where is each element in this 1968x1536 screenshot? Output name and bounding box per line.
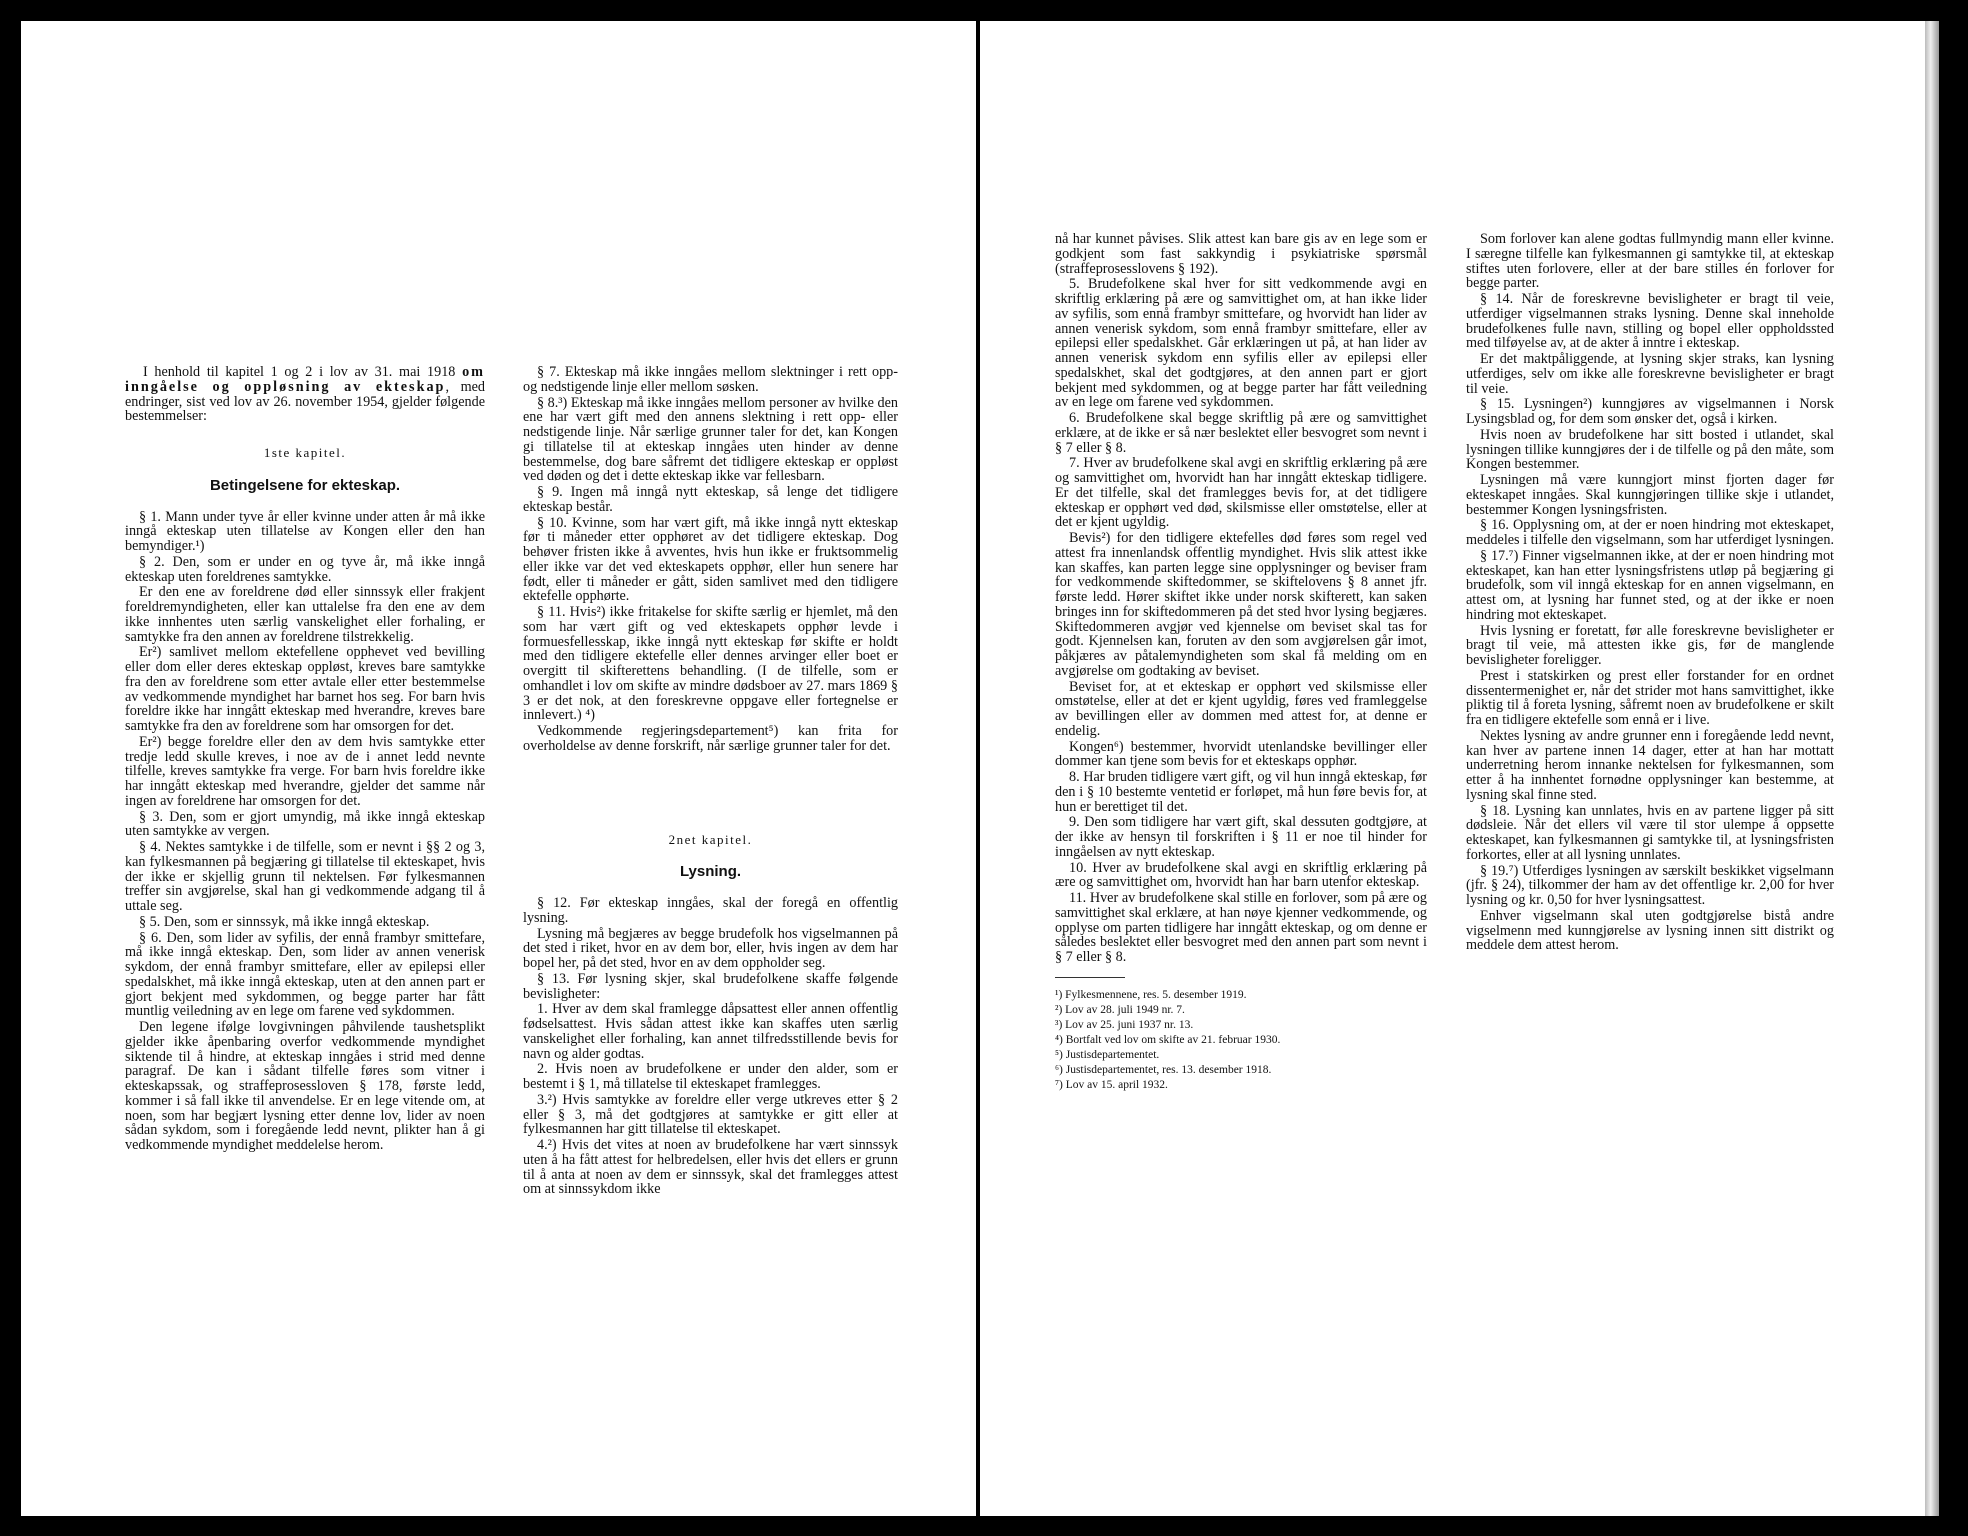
- intro-paragraph: [125, 365, 485, 424]
- paragraph: 3.²) Hvis samtykke av foreldre eller verge utkreves etter § 2 eller § 3, må det godtgjøres at samtykke er gitt eller at fylkesmannen har gitt tillatelse til ekteskapet.: [523, 1091, 898, 1138]
- column-4: [1466, 232, 1834, 954]
- footnote: ⁷) Lov av 15. april 1932.: [1055, 1078, 1168, 1091]
- paragraph: § 1. Mann under tyve år eller kvinne under atten år må ikke inngå ekteskap uten tillatelse av Kongen eller den han bemyndiger.¹): [125, 508, 485, 554]
- column-3: [1055, 232, 1427, 1093]
- page-edge: [1925, 21, 1939, 1516]
- paragraph: § 12. Før ekteskap inngåes, skal der foregå en offentlig lysning.: [523, 895, 898, 926]
- paragraph: 2. Hvis noen av brudefolkene er under den alder, som er bestemt i § 1, må tillatelse til ekteskapet framlegges.: [523, 1061, 898, 1092]
- paragraph: § 13. Før lysning skjer, skal brudefolkene skaffe følgende bevisligheter:: [523, 970, 898, 1002]
- paragraph: 11. Hver av brudefolkene skal stille en forlover, som på ære og samvittighet skal erklære, at han nøye kjenner vedkommende, og opplyse om parten tidligere har inngått ekteskap, og om denne er således beslektet eller besvogret med den annen part som nevnt i § 7 eller § 8.: [1055, 890, 1427, 965]
- paragraph: § 8.³) Ekteskap må ikke inngåes mellom personer av hvilke den ene har vært gift med den annens slektning i rett opp- eller nedstigende linje. Når særlige grunner taler for det, kan Kongen gi tillatelse til at ekteskap inngåes uten hinder av denne bestemmelse, dog bare såfremt det tidligere ekteskap er oppløst ved døden og det i dette ekteskap ikke var fellesbarn.: [523, 394, 898, 485]
- paragraph: Er den ene av foreldrene død eller sinnssyk eller frakjent foreldremyndigheten, eller kan uttalelse fra den ene av dem ikke innhentes uten særlig vanskelighet eller forhaling, er samtykke fra den annen av foreldrene tilstrekkelig.: [125, 584, 485, 645]
- paragraph: § 17.⁷) Finner vigselmannen ikke, at der er noen hindring mot ekteskapet, kan han etter lysningsfristens utløp på begjæring gi brudefolk, som vil inngå ekteskap for en annen vigselmann, en attest om, at lysning har funnet sted, og at der ikke er noen hindring mot ekteskapet.: [1466, 547, 1834, 623]
- section-title: Lysning.: [679, 863, 742, 881]
- paragraph: 10. Hver av brudefolkene skal avgi en skriftlig erklæring på ære og samvittighet om, hvorvidt han har barn utenfor ekteskap.: [1055, 859, 1427, 891]
- paragraph: 8. Har bruden tidligere vært gift, og vil hun inngå ekteskap, før den i § 10 bestemte ventetid er forløpet, må hun føre bevis for, at hun er berettiget til det.: [1055, 769, 1427, 815]
- column-2: [523, 365, 898, 1198]
- paragraph: § 16. Opplysning om, at der er noen hindring mot ekteskapet, meddeles i tilfelle den vigselmann, som har utferdiget lysningen.: [1466, 517, 1834, 548]
- paragraph: Lysningen må være kunngjort minst fjorten dager før ekteskapet inngåes. Skal kunngjøringen tillike skje i utlandet, bestemmer Kongen lysningsfristen.: [1466, 472, 1834, 518]
- chapter-heading: 1ste kapitel.: [263, 445, 347, 460]
- paragraph: Er²) samlivet mellom ektefellene opphevet ved bevilling eller dom eller deres ekteskap oppløst, kreves bare samtykke fra den av foreldrene som etter avtale eller etter bestemmelse av vedkommende myndighet har barnet hos seg. For barn hvis foreldre ikke har inngått ekteskap med hverandre, kreves bare samtykke fra den av foreldrene som har omsorgen for det.: [125, 644, 485, 734]
- paragraph: Nektes lysning av andre grunner enn i foregående ledd nevnt, kan hver av partene innen 14 dager, etter at han har mottatt underretning herom innanke nektelsen for fylkesmannen, som etter å ha innhentet fornødne opplysninger kan bestemme, at lysning skal finne sted.: [1466, 727, 1834, 803]
- paragraph: Enhver vigselmann skal uten godtgjørelse bistå andre vigselmenn med kunngjørelse av lysning innen sitt distrikt og meddele dem attest herom.: [1466, 907, 1834, 954]
- paragraph: § 15. Lysningen²) kunngjøres av vigselmannen i Norsk Lysingsblad og, for dem som ønsker det, også i kirken.: [1466, 396, 1834, 427]
- paragraph: Er²) begge foreldre eller den av dem hvis samtykke etter tredje ledd skulle kreves, i noe av de i annet ledd nevnte tilfelle, kreves samtykke fra verge. For barn hvis foreldre ikke har inngått ekteskap med hverandre, gjelder det samme når ingen av foreldrene har omsorgen for det.: [125, 733, 485, 809]
- paragraph: Er det maktpåliggende, at lysning skjer straks, kan lysning utferdiges, selv om ikke alle foreskrevne bevisligheter er bragt til veie.: [1466, 351, 1834, 397]
- footnote: ⁶) Justisdepartementet, res. 13. desember 1918.: [1055, 1063, 1272, 1076]
- paragraph: Kongen⁶) bestemmer, hvorvidt utenlandske bevillinger eller dommer kan tjene som bevis for et ekteskaps opphør.: [1055, 738, 1427, 770]
- chapter-heading: 2net kapitel.: [668, 831, 753, 847]
- footnote: ¹) Fylkesmennene, res. 5. desember 1919.: [1055, 988, 1247, 1001]
- footnote: ⁴) Bortfalt ved lov om skifte av 21. februar 1930.: [1055, 1033, 1281, 1046]
- paragraph: § 11. Hvis²) ikke fritakelse for skifte særlig er hjemlet, må den som har vært gift og ved ekteskapets opphør levde i formuesfellesskap, ikke inngå nytt ekteskap før skifte er holdt med den tidligere ektefelle eller dennes arvinger eller boet er overgitt til skifterettens behandling. (I de tilfelle, som er omhandlet i lov om skifte av mindre dødsboer av 27. mars 1869 § 3 er det nok, at den foreskrevne oppgave eller fortegnelse er innlevert.) ⁴): [523, 604, 898, 724]
- paragraph: Prest i statskirken og prest eller forstander for en ordnet dissentermenighet er, når det strider mot hans samvittighet, ikke pliktig til å foreta lysning, såfremt noen av brudefolkene er skilt fra en tidligere ektefelle som ennå er i live.: [1466, 667, 1834, 728]
- paragraph: § 14. Når de foreskrevne bevisligheter er bragt til veie, utferdiger vigselmannen straks lysning. Denne skal inneholde brudefolkenes fulle navn, stilling og bopel eller oppholdssted med tilføyelse av, at de akter å inntre i ekteskap.: [1466, 291, 1834, 352]
- paragraph: § 5. Den, som er sinnssyk, må ikke inngå ekteskap.: [139, 913, 430, 930]
- paragraph: § 10. Kvinne, som har vært gift, må ikke inngå nytt ekteskap før ti måneder etter opphøret av det tidligere ekteskap. Dog behøver fristen ikke å avventes, hvis hun ikke er fruktsommelig eller ikke var det ved ekteskapets opphør, eller hun senere har født, eller ti måneder er gått, siden samlivet med den tidligere ektefelle opphørte.: [523, 514, 898, 605]
- paragraph: 6. Brudefolkene skal begge skriftlig på ære og samvittighet erklære, at de ikke er så nær beslektet eller besvogret som nevnt i § 7 eller § 8.: [1055, 410, 1427, 456]
- paragraph: Den legene ifølge lovgivningen påhvilende taushetsplikt gjelder ikke åpenbaring overfor vedkommende myndighet siktende til å hindre, at ekteskap inngåes i strid med denne paragraf. De kan i sådant tilfelle føres som vitner i ekteskapssak, og straffeprosessloven § 178, første ledd, kommer i så fall ikke til anvendelse. Er en lege vitende om, at noen, som har begjært lysning etter denne lov, lider av noen sådan sykdom, som i foregående ledd nevnt, plikter han å gi vedkommende myndighet meddelelse herom.: [125, 1019, 485, 1153]
- section-title: Betingelsene for ekteskap.: [209, 476, 401, 494]
- paragraph: nå har kunnet påvises. Slik attest kan bare gis av en lege som er godkjent som fast sakkyndig i psykiatriske spørsmål (straffeprosesslovens § 192).: [1055, 231, 1427, 277]
- footnote: ⁵) Justisdepartementet.: [1055, 1048, 1160, 1061]
- paragraph: 9. Den som tidligere har vært gift, skal dessuten godtgjøre, at der ikke av hensyn til forskriften i § 11 er noe til hinder for inngåelsen av nytt ekteskap.: [1055, 814, 1427, 860]
- paragraph: § 3. Den, som er gjort umyndig, må ikke inngå ekteskap uten samtykke av vergen.: [125, 808, 485, 840]
- paragraph: 5. Brudefolkene skal hver for sitt vedkommende avgi en skriftlig erklæring på ære og samvittighet om, at han ikke lider av syfilis, som ennå frambyr smittefare, og hvorvidt han lider av annen venerisk sykdom, som ennå frambyr smittefare, eller av epilepsi eller spedalskhet. Går erklæringen ut på, at han lider av annen venerisk sykdom enn syfilis eller av epilepsi eller spedalskhet, skal det godtgjøres, at den annen part er gjort bekjent med sykdommen, og at begge parter har fått veiledning av en lege om farene ved sykdommen.: [1055, 276, 1427, 411]
- paragraph: Beviset for, at et ekteskap er opphørt ved skilsmisse eller omstøtelse, eller at det er kjent ugyldig, føres ved framleggelse av bevillingen eller av dommen med attest for, at denne er endelig.: [1055, 678, 1427, 739]
- footnote: ³) Lov av 25. juni 1937 nr. 13.: [1055, 1018, 1194, 1031]
- paragraph: § 4. Nektes samtykke i de tilfelle, som er nevnt i §§ 2 og 3, kan fylkesmannen på begjæring gi tillatelse til ekteskapet, hvis der ikke er skjellig grunn til nektelsen. Før fylkesmannen treffer sin avgjørelse, skal han gi vedkommende adgang til å uttale seg.: [125, 839, 485, 914]
- paragraph: Hvis lysning er foretatt, før alle foreskrevne bevisligheter er bragt til veie, må attesten ikke gis, før de manglende bevisligheter foreligger.: [1466, 622, 1834, 668]
- paragraph: § 2. Den, som er under en og tyve år, må ikke inngå ekteskap uten foreldrenes samtykke.: [125, 553, 485, 585]
- paragraph: 4.²) Hvis det vites at noen av brudefolkene har vært sinnssyk uten å ha fått attest for helbredelsen, eller hvis det ellers er grunn til å anta at noen av dem er sinnssyk, skal det framlegges attest om at sinnssykdom ikke: [523, 1137, 898, 1198]
- paragraph: Som forlover kan alene godtas fullmyndig mann eller kvinne. I særegne tilfelle kan fylkesmannen gi samtykke til, at ekteskap stiftes uten forlovere, eller at der bare stilles én forlover for begge parter.: [1466, 231, 1834, 292]
- paragraph: § 6. Den, som lider av syfilis, der ennå frambyr smittefare, må ikke inngå ekteskap. Den, som lider av annen venerisk sykdom, der ennå frambyr smittefare, eller av epilepsi eller spedalskhet, må ikke inngå ekteskap, uten at den annen part er gjort bekjent med sykdommen, og begge parter har fått muntlig veiledning av en lege om farene ved sykdommen.: [125, 929, 485, 1020]
- column-1: [125, 365, 485, 1154]
- footnote-rule: [1055, 977, 1125, 978]
- intro-post: , med endringer, sist ved lov av 26. november 1954, gjelder følgende bestemmelser:: [125, 378, 485, 425]
- footnote: ²) Lov av 28. juli 1949 nr. 7.: [1055, 1003, 1185, 1016]
- paragraph: Vedkommende regjeringsdepartement⁵) kan frita for overholdelse av denne forskrift, når særlige grunner taler for det.: [523, 723, 898, 754]
- paragraph: § 19.⁷) Utferdiges lysningen av særskilt beskikket vigselmann (jfr. § 24), tilkommer der ham av det offentlige kr. 2,00 for hver lysning og kr. 0,50 for hver lysningsattest.: [1466, 862, 1834, 908]
- paragraph: § 18. Lysning kan unnlates, hvis en av partene ligger på sitt dødsleie. Når det ellers vil være til stor ulempe å oppsette ekteskapet, kan fylkesmannen gi samtykke til, at lysningsfristen forkortes, eller at all lysning unnlates.: [1466, 802, 1834, 863]
- paragraph: Hvis noen av brudefolkene har sitt bosted i utlandet, skal lysningen tillike kunngjøres der i de tilfelle og på den måte, som Kongen bestemmer.: [1466, 426, 1834, 473]
- footnotes: [1055, 988, 1427, 1093]
- chapter-gap: [523, 755, 898, 811]
- paragraph: § 7. Ekteskap må ikke inngåes mellom slektninger i rett opp- og nedstigende linje eller mellom søsken.: [523, 364, 898, 395]
- paragraph: Bevis²) for den tidligere ektefelles død føres som regel ved attest fra innenlandsk offentlig myndighet. Hvis slik attest ikke kan skaffes, kan parten legge sine opplysninger og beviser fram for vedkommende skiftedommer, se skiftelovens § 8 annet jfr. første ledd. Hører skiftet ikke under norsk skifterett, kan saken bringes inn for skiftedommeren på det sted hvor lysing begjæres. Skiftedommeren avgjør ved kjennelse om beviset skal tas for godt. Kjennelsen kan, foruten av den som avgjørelsen går imot, påkjæres av påtalemyndigheten som skal få melding om en avgjørelse om godtaking av beviset.: [1055, 530, 1427, 679]
- paragraph: Lysning må begjæres av begge brudefolk hos vigselmannen på det sted i riket, hvor en av dem bor, eller, hvis ingen av dem har bopel her, på det sted, hvor en av dem oppholder seg.: [523, 925, 898, 971]
- paragraph: 1. Hver av dem skal framlegge dåpsattest eller annen offentlig fødselsattest. Hvis sådan attest ikke kan skaffes uten særlig vanskelighet eller forhaling, kan annet tilfredsstillende bevis for navn og alder godtas.: [523, 1001, 898, 1062]
- intro-law-title: om inngåelse og oppløsning av ekteskap: [125, 364, 485, 395]
- intro-pre: I henhold til kapitel 1 og 2 i lov av 31. mai 1918: [143, 364, 463, 380]
- paragraph: § 9. Ingen må inngå nytt ekteskap, så lenge det tidligere ekteskap består.: [523, 484, 898, 515]
- paragraph: 7. Hver av brudefolkene skal avgi en skriftlig erklæring på ære og samvittighet om, hvorvidt han har inngått ekteskap tidligere. Er det tilfelle, skal det framlegges bevis for, at det tidligere ekteskap er opphørt ved død, skilsmisse eller omstøtelse, eller at det er kjent ugyldig.: [1055, 455, 1427, 531]
